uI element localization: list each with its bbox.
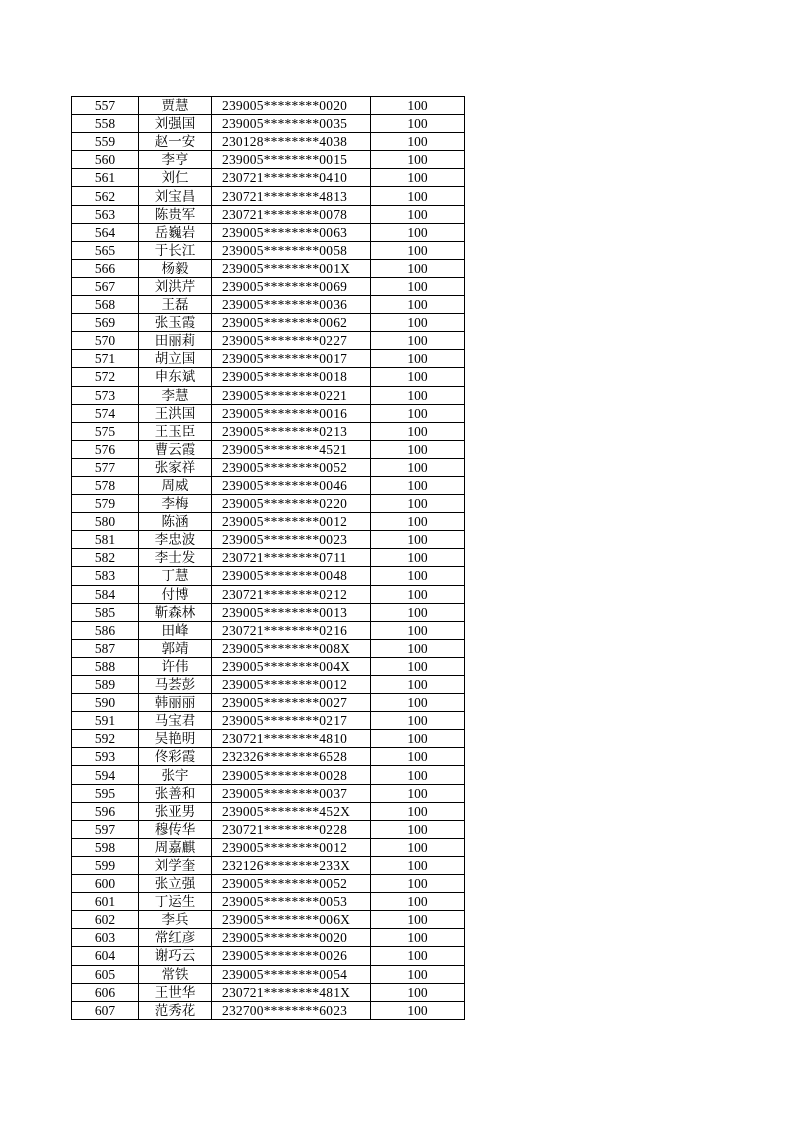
table-row <box>72 712 465 730</box>
amount-cell: 100 <box>371 820 465 838</box>
row-number-cell: 601 <box>72 893 139 911</box>
id-number-cell: 239005********0058 <box>212 241 371 259</box>
row-number-cell: 565 <box>72 241 139 259</box>
name-cell: 胡立国 <box>139 350 212 368</box>
name-cell: 张家祥 <box>139 458 212 476</box>
table-row <box>72 115 465 133</box>
name-cell: 田峰 <box>139 621 212 639</box>
table-row <box>72 929 465 947</box>
table-row <box>72 277 465 295</box>
name-cell: 陈涵 <box>139 513 212 531</box>
table-row <box>72 676 465 694</box>
id-number-cell: 239005********452X <box>212 802 371 820</box>
id-number-cell: 239005********0048 <box>212 567 371 585</box>
id-number-cell: 239005********0026 <box>212 947 371 965</box>
row-number-cell: 567 <box>72 277 139 295</box>
table-row <box>72 458 465 476</box>
id-number-cell: 239005********006X <box>212 911 371 929</box>
table-row <box>72 603 465 621</box>
table-row <box>72 947 465 965</box>
amount-cell: 100 <box>371 911 465 929</box>
amount-cell: 100 <box>371 259 465 277</box>
table-row <box>72 97 465 115</box>
amount-cell: 100 <box>371 350 465 368</box>
id-number-cell: 230721********0711 <box>212 549 371 567</box>
table-row <box>72 187 465 205</box>
row-number-cell: 588 <box>72 657 139 675</box>
row-number-cell: 600 <box>72 875 139 893</box>
amount-cell: 100 <box>371 730 465 748</box>
id-number-cell: 239005********0012 <box>212 513 371 531</box>
name-cell: 张宇 <box>139 766 212 784</box>
name-cell: 穆传华 <box>139 820 212 838</box>
name-cell: 吴艳明 <box>139 730 212 748</box>
table-row <box>72 422 465 440</box>
name-cell: 刘宝昌 <box>139 187 212 205</box>
id-number-cell: 232700********6023 <box>212 1001 371 1019</box>
name-cell: 岳巍岩 <box>139 223 212 241</box>
id-number-cell: 239005********0023 <box>212 531 371 549</box>
amount-cell: 100 <box>371 97 465 115</box>
id-number-cell: 230721********0410 <box>212 169 371 187</box>
table-row <box>72 893 465 911</box>
name-cell: 申东斌 <box>139 368 212 386</box>
roster-table <box>71 96 465 1020</box>
table-row <box>72 730 465 748</box>
row-number-cell: 559 <box>72 133 139 151</box>
row-number-cell: 577 <box>72 458 139 476</box>
row-number-cell: 587 <box>72 639 139 657</box>
table-row <box>72 802 465 820</box>
amount-cell: 100 <box>371 386 465 404</box>
amount-cell: 100 <box>371 965 465 983</box>
amount-cell: 100 <box>371 531 465 549</box>
name-cell: 曹云霞 <box>139 440 212 458</box>
name-cell: 周嘉麒 <box>139 838 212 856</box>
id-number-cell: 239005********0046 <box>212 476 371 494</box>
row-number-cell: 584 <box>72 585 139 603</box>
name-cell: 郭靖 <box>139 639 212 657</box>
amount-cell: 100 <box>371 332 465 350</box>
id-number-cell: 239005********0221 <box>212 386 371 404</box>
amount-cell: 100 <box>371 748 465 766</box>
row-number-cell: 591 <box>72 712 139 730</box>
amount-cell: 100 <box>371 929 465 947</box>
name-cell: 谢巧云 <box>139 947 212 965</box>
roster-table-body <box>72 97 465 1020</box>
id-number-cell: 230721********0212 <box>212 585 371 603</box>
amount-cell: 100 <box>371 766 465 784</box>
row-number-cell: 604 <box>72 947 139 965</box>
row-number-cell: 586 <box>72 621 139 639</box>
table-row <box>72 983 465 1001</box>
row-number-cell: 597 <box>72 820 139 838</box>
row-number-cell: 568 <box>72 296 139 314</box>
id-number-cell: 239005********0035 <box>212 115 371 133</box>
amount-cell: 100 <box>371 440 465 458</box>
amount-cell: 100 <box>371 585 465 603</box>
id-number-cell: 239005********0052 <box>212 458 371 476</box>
amount-cell: 100 <box>371 513 465 531</box>
name-cell: 张立强 <box>139 875 212 893</box>
table-row <box>72 368 465 386</box>
amount-cell: 100 <box>371 549 465 567</box>
id-number-cell: 239005********001X <box>212 259 371 277</box>
name-cell: 丁运生 <box>139 893 212 911</box>
table-row <box>72 169 465 187</box>
row-number-cell: 605 <box>72 965 139 983</box>
id-number-cell: 239005********0220 <box>212 495 371 513</box>
id-number-cell: 239005********008X <box>212 639 371 657</box>
name-cell: 杨毅 <box>139 259 212 277</box>
amount-cell: 100 <box>371 567 465 585</box>
name-cell: 李梅 <box>139 495 212 513</box>
table-row <box>72 296 465 314</box>
name-cell: 王洪国 <box>139 404 212 422</box>
amount-cell: 100 <box>371 296 465 314</box>
amount-cell: 100 <box>371 169 465 187</box>
amount-cell: 100 <box>371 476 465 494</box>
id-number-cell: 239005********0012 <box>212 838 371 856</box>
row-number-cell: 585 <box>72 603 139 621</box>
row-number-cell: 569 <box>72 314 139 332</box>
name-cell: 张亚男 <box>139 802 212 820</box>
name-cell: 于长江 <box>139 241 212 259</box>
name-cell: 刘洪芹 <box>139 277 212 295</box>
table-row <box>72 965 465 983</box>
row-number-cell: 602 <box>72 911 139 929</box>
name-cell: 韩丽丽 <box>139 694 212 712</box>
row-number-cell: 581 <box>72 531 139 549</box>
name-cell: 刘强国 <box>139 115 212 133</box>
amount-cell: 100 <box>371 241 465 259</box>
amount-cell: 100 <box>371 495 465 513</box>
table-row <box>72 657 465 675</box>
id-number-cell: 239005********0036 <box>212 296 371 314</box>
name-cell: 李亨 <box>139 151 212 169</box>
table-row <box>72 476 465 494</box>
table-row <box>72 585 465 603</box>
amount-cell: 100 <box>371 133 465 151</box>
row-number-cell: 580 <box>72 513 139 531</box>
amount-cell: 100 <box>371 404 465 422</box>
amount-cell: 100 <box>371 838 465 856</box>
amount-cell: 100 <box>371 223 465 241</box>
name-cell: 刘仁 <box>139 169 212 187</box>
table-row <box>72 223 465 241</box>
id-number-cell: 239005********0013 <box>212 603 371 621</box>
row-number-cell: 575 <box>72 422 139 440</box>
id-number-cell: 239005********0062 <box>212 314 371 332</box>
id-number-cell: 239005********0018 <box>212 368 371 386</box>
row-number-cell: 583 <box>72 567 139 585</box>
name-cell: 李兵 <box>139 911 212 929</box>
id-number-cell: 239005********0037 <box>212 784 371 802</box>
row-number-cell: 570 <box>72 332 139 350</box>
row-number-cell: 562 <box>72 187 139 205</box>
id-number-cell: 239005********0227 <box>212 332 371 350</box>
row-number-cell: 590 <box>72 694 139 712</box>
id-number-cell: 239005********4521 <box>212 440 371 458</box>
id-number-cell: 239005********0063 <box>212 223 371 241</box>
id-number-cell: 239005********004X <box>212 657 371 675</box>
id-number-cell: 239005********0069 <box>212 277 371 295</box>
table-row <box>72 911 465 929</box>
table-row <box>72 440 465 458</box>
id-number-cell: 232126********233X <box>212 856 371 874</box>
row-number-cell: 571 <box>72 350 139 368</box>
table-row <box>72 875 465 893</box>
table-row <box>72 694 465 712</box>
name-cell: 张善和 <box>139 784 212 802</box>
row-number-cell: 594 <box>72 766 139 784</box>
row-number-cell: 592 <box>72 730 139 748</box>
name-cell: 范秀花 <box>139 1001 212 1019</box>
name-cell: 靳森林 <box>139 603 212 621</box>
row-number-cell: 595 <box>72 784 139 802</box>
amount-cell: 100 <box>371 856 465 874</box>
name-cell: 常铁 <box>139 965 212 983</box>
id-number-cell: 230721********4813 <box>212 187 371 205</box>
row-number-cell: 564 <box>72 223 139 241</box>
row-number-cell: 572 <box>72 368 139 386</box>
id-number-cell: 239005********0213 <box>212 422 371 440</box>
amount-cell: 100 <box>371 802 465 820</box>
table-row <box>72 639 465 657</box>
row-number-cell: 573 <box>72 386 139 404</box>
name-cell: 丁慧 <box>139 567 212 585</box>
amount-cell: 100 <box>371 205 465 223</box>
table-row <box>72 567 465 585</box>
name-cell: 李忠波 <box>139 531 212 549</box>
table-row <box>72 133 465 151</box>
id-number-cell: 239005********0217 <box>212 712 371 730</box>
table-row <box>72 314 465 332</box>
table-row <box>72 766 465 784</box>
id-number-cell: 239005********0054 <box>212 965 371 983</box>
amount-cell: 100 <box>371 676 465 694</box>
row-number-cell: 574 <box>72 404 139 422</box>
name-cell: 刘学奎 <box>139 856 212 874</box>
table-row <box>72 838 465 856</box>
name-cell: 周威 <box>139 476 212 494</box>
table-row <box>72 513 465 531</box>
row-number-cell: 606 <box>72 983 139 1001</box>
amount-cell: 100 <box>371 368 465 386</box>
row-number-cell: 598 <box>72 838 139 856</box>
amount-cell: 100 <box>371 115 465 133</box>
row-number-cell: 576 <box>72 440 139 458</box>
id-number-cell: 239005********0020 <box>212 97 371 115</box>
amount-cell: 100 <box>371 187 465 205</box>
id-number-cell: 239005********0053 <box>212 893 371 911</box>
amount-cell: 100 <box>371 314 465 332</box>
row-number-cell: 603 <box>72 929 139 947</box>
row-number-cell: 578 <box>72 476 139 494</box>
id-number-cell: 230721********0216 <box>212 621 371 639</box>
name-cell: 陈贵军 <box>139 205 212 223</box>
table-row <box>72 621 465 639</box>
table-row <box>72 820 465 838</box>
row-number-cell: 596 <box>72 802 139 820</box>
name-cell: 贾慧 <box>139 97 212 115</box>
amount-cell: 100 <box>371 422 465 440</box>
name-cell: 王玉臣 <box>139 422 212 440</box>
id-number-cell: 239005********0012 <box>212 676 371 694</box>
amount-cell: 100 <box>371 277 465 295</box>
table-row <box>72 332 465 350</box>
amount-cell: 100 <box>371 694 465 712</box>
amount-cell: 100 <box>371 784 465 802</box>
id-number-cell: 230721********481X <box>212 983 371 1001</box>
name-cell: 王磊 <box>139 296 212 314</box>
row-number-cell: 607 <box>72 1001 139 1019</box>
id-number-cell: 230721********4810 <box>212 730 371 748</box>
amount-cell: 100 <box>371 947 465 965</box>
table-row <box>72 386 465 404</box>
name-cell: 常红彦 <box>139 929 212 947</box>
row-number-cell: 561 <box>72 169 139 187</box>
id-number-cell: 239005********0027 <box>212 694 371 712</box>
name-cell: 赵一安 <box>139 133 212 151</box>
amount-cell: 100 <box>371 657 465 675</box>
table-row <box>72 350 465 368</box>
row-number-cell: 589 <box>72 676 139 694</box>
row-number-cell: 582 <box>72 549 139 567</box>
name-cell: 田丽莉 <box>139 332 212 350</box>
name-cell: 王世华 <box>139 983 212 1001</box>
id-number-cell: 239005********0020 <box>212 929 371 947</box>
table-row <box>72 856 465 874</box>
table-row <box>72 549 465 567</box>
name-cell: 付博 <box>139 585 212 603</box>
row-number-cell: 557 <box>72 97 139 115</box>
row-number-cell: 560 <box>72 151 139 169</box>
row-number-cell: 599 <box>72 856 139 874</box>
amount-cell: 100 <box>371 893 465 911</box>
table-row <box>72 495 465 513</box>
id-number-cell: 239005********0015 <box>212 151 371 169</box>
row-number-cell: 593 <box>72 748 139 766</box>
table-row <box>72 151 465 169</box>
row-number-cell: 563 <box>72 205 139 223</box>
table-row <box>72 531 465 549</box>
table-row <box>72 259 465 277</box>
table-row <box>72 205 465 223</box>
table-row <box>72 784 465 802</box>
table-row <box>72 748 465 766</box>
name-cell: 张玉霞 <box>139 314 212 332</box>
amount-cell: 100 <box>371 639 465 657</box>
name-cell: 李慧 <box>139 386 212 404</box>
amount-cell: 100 <box>371 621 465 639</box>
amount-cell: 100 <box>371 151 465 169</box>
row-number-cell: 566 <box>72 259 139 277</box>
id-number-cell: 230721********0078 <box>212 205 371 223</box>
name-cell: 马宝君 <box>139 712 212 730</box>
id-number-cell: 239005********0016 <box>212 404 371 422</box>
row-number-cell: 558 <box>72 115 139 133</box>
id-number-cell: 239005********0052 <box>212 875 371 893</box>
table-row <box>72 404 465 422</box>
amount-cell: 100 <box>371 712 465 730</box>
name-cell: 佟彩霞 <box>139 748 212 766</box>
id-number-cell: 239005********0017 <box>212 350 371 368</box>
amount-cell: 100 <box>371 875 465 893</box>
table-row <box>72 1001 465 1019</box>
id-number-cell: 230128********4038 <box>212 133 371 151</box>
id-number-cell: 230721********0228 <box>212 820 371 838</box>
row-number-cell: 579 <box>72 495 139 513</box>
name-cell: 许伟 <box>139 657 212 675</box>
name-cell: 李士发 <box>139 549 212 567</box>
name-cell: 马荟彭 <box>139 676 212 694</box>
amount-cell: 100 <box>371 983 465 1001</box>
id-number-cell: 239005********0028 <box>212 766 371 784</box>
amount-cell: 100 <box>371 458 465 476</box>
table-row <box>72 241 465 259</box>
amount-cell: 100 <box>371 603 465 621</box>
id-number-cell: 232326********6528 <box>212 748 371 766</box>
amount-cell: 100 <box>371 1001 465 1019</box>
